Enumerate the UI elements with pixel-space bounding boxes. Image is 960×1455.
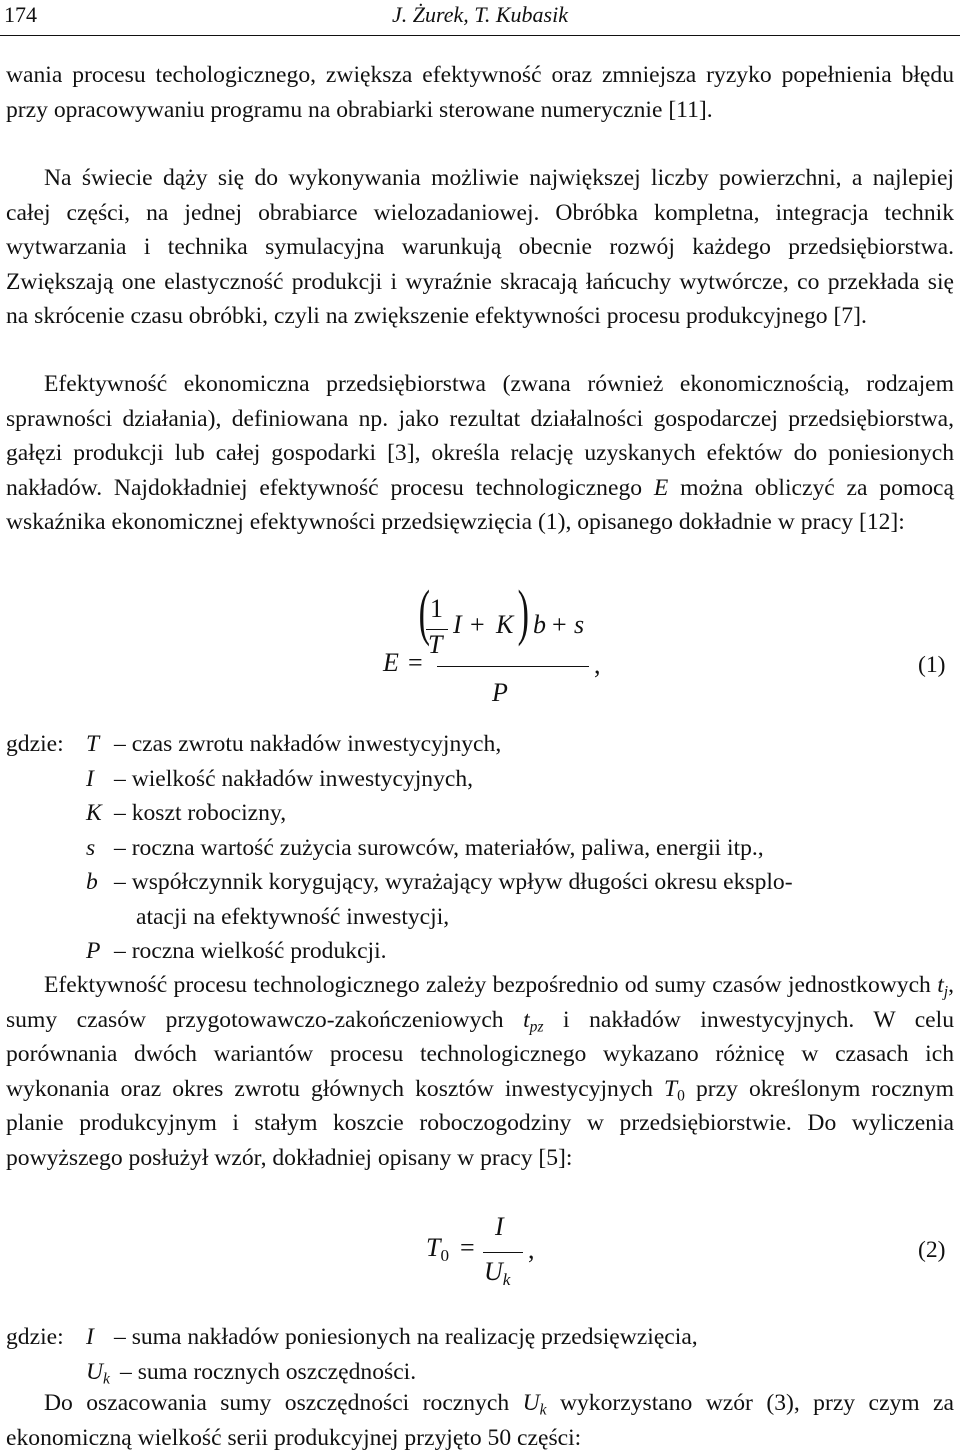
definitions-2 bbox=[6, 1320, 954, 1389]
eq1-left-paren: ( bbox=[418, 579, 431, 647]
paragraph-4-text-b: , sumy czasów przygotowawczo-zakończeniowych bbox=[6, 972, 954, 1033]
def-label: gdzie: bbox=[6, 1324, 64, 1350]
def-row bbox=[6, 831, 954, 866]
def-label: gdzie: bbox=[6, 731, 64, 757]
def-text-value: suma rocznych oszczędności. bbox=[137, 1358, 417, 1385]
eq1-one: 1 bbox=[430, 594, 443, 623]
symbol-T0-sub: 0 bbox=[677, 1087, 685, 1105]
def-symbol: I bbox=[86, 765, 94, 792]
eq1-T: T bbox=[428, 630, 443, 659]
def-symbol: I bbox=[86, 1324, 94, 1350]
eq2-U-sub: k bbox=[502, 1270, 511, 1290]
paragraph-3-text-a: Efektywność ekonomiczna przedsiębiorstwa (zwana również ekonomicznością, rodzajem sprawności działania), definiowana np. jako rezultat działalności gospodarczej przedsiębiorstwa, gałęzi produkcji lub całej gospodarki [3], określa relację uzyskanych efektów do poniesionych nakładów. Najdokładniej efektywność procesu technologicznego bbox=[6, 371, 954, 501]
def-text: – suma rocznych oszczędności. bbox=[120, 1358, 417, 1385]
eq1-b: b bbox=[533, 610, 546, 639]
def-symbol-U: U bbox=[86, 1358, 104, 1385]
definitions-1 bbox=[6, 727, 954, 969]
paragraph-5 bbox=[6, 1386, 954, 1455]
paragraph-4-text-c: i nakładów inwestycyjnych. W celu porównania dwóch wariantów procesu technologicznego wykazano różnicę w czasach ich wykonania oraz okres zwrotu głównych kosztów inwestycyjnych bbox=[6, 1006, 954, 1102]
def-symbol: P bbox=[86, 938, 101, 964]
symbol-tj: t bbox=[937, 972, 944, 998]
paragraph-1: wania procesu techologicznego, zwiększa efektywność oraz zmniejsza ryzyko popełnienia błędu przy opracowywaniu programu na obrabiarki sterowane numerycznie [11]. bbox=[6, 62, 954, 123]
eq1-main-fraction-line bbox=[437, 666, 589, 667]
def-row bbox=[6, 796, 954, 831]
eq2-T-sub: 0 bbox=[440, 1246, 450, 1266]
symbol-tj-sub: j bbox=[943, 983, 949, 1001]
header-rule bbox=[0, 35, 960, 36]
eq1-number: (1) bbox=[918, 652, 946, 678]
eq1-comma: , bbox=[594, 650, 601, 679]
eq2-equals: = bbox=[460, 1233, 475, 1262]
eq1-equals: = bbox=[408, 648, 423, 677]
def-text: – suma nakładów poniesionych na realizację przedsięwzięcia, bbox=[114, 1324, 698, 1350]
symbol-T0: T bbox=[664, 1075, 678, 1102]
paragraph-4-text-d: przy określonym rocznym planie produkcyjnym i stałym koszcie roboczogodziny w przedsiębiorstwie. Do wyliczenia powyższego posłużył wzór, dokładniej opisany w pracy [5]: bbox=[6, 1075, 954, 1171]
symbol-Uk-sub: k bbox=[539, 1401, 547, 1419]
def-text: – roczna wartość zużycia surowców, materiałów, paliwa, energii itp., bbox=[114, 834, 764, 861]
def-row bbox=[6, 1355, 954, 1390]
symbol-Uk: U bbox=[522, 1390, 540, 1416]
eq1-lhs: E bbox=[383, 648, 399, 677]
eq2-T: T bbox=[426, 1233, 441, 1262]
running-head-authors: J. Żurek, T. Kubasik bbox=[392, 2, 568, 27]
def-text: – wielkość nakładów inwestycyjnych, bbox=[114, 765, 474, 792]
def-text: atacji na efektywność inwestycji, bbox=[136, 903, 450, 930]
eq2-number: (2) bbox=[918, 1237, 946, 1263]
symbol-tpz: t bbox=[523, 1006, 530, 1033]
def-symbol-U-sub: k bbox=[103, 1370, 110, 1388]
eq2-denominator bbox=[484, 1257, 511, 1290]
eq2-lhs bbox=[426, 1233, 450, 1266]
eq2-U: U bbox=[484, 1257, 503, 1286]
paragraph-2: Na świecie dąży się do wykonywania możliwie największej liczby powierzchni, a najlepiej całej części, na jednej obrabiarce wielozadaniowej. Obróbka kompletna, integracja technik wytwarzania i technika symulacyjna warunkują obecnie rozwój każdego przedsiębiorstwa. Zwiększają one elastyczność produkcji i wyraźnie skracają łańcuchy wytwórcze, co przekłada się na skrócenie czasu obróbki, czyli na zwiększenie efektywności procesu produkcyjnego [7]. bbox=[6, 165, 954, 329]
eq1-I: I bbox=[453, 610, 462, 639]
paragraph-3-text-b: można obliczyć za pomocą wskaźnika ekonomicznej efektywności przedsięwzięcia (1), opisanego dokładnie w pracy [12]: bbox=[6, 474, 954, 535]
def-text: – koszt robocizny, bbox=[114, 800, 287, 826]
eq1-K: K bbox=[496, 610, 514, 639]
eq2-comma: , bbox=[528, 1235, 535, 1264]
def-text: – roczna wielkość produkcji. bbox=[114, 938, 387, 964]
eq1-s: s bbox=[574, 610, 585, 639]
eq2-fraction-line bbox=[483, 1252, 523, 1253]
symbol-E: E bbox=[653, 474, 669, 501]
def-symbol: K bbox=[86, 800, 102, 826]
def-row bbox=[6, 865, 954, 900]
def-row bbox=[6, 727, 954, 762]
paragraph-4 bbox=[6, 968, 954, 1175]
paragraph-4-text-a: Efektywność procesu technologicznego zależy bezpośrednio od sumy czasów jednostkowych bbox=[44, 972, 938, 998]
def-symbol: b bbox=[86, 869, 98, 895]
def-symbol: T bbox=[86, 731, 100, 757]
def-text: – czas zwrotu nakładów inwestycyjnych, bbox=[114, 731, 502, 757]
def-row bbox=[6, 934, 954, 969]
eq1-right-paren: ) bbox=[517, 579, 530, 647]
symbol-tpz-sub: pz bbox=[529, 1018, 544, 1036]
def-row bbox=[6, 762, 954, 797]
eq1-plus-2: + bbox=[552, 610, 567, 639]
page-number: 174 bbox=[4, 2, 37, 27]
def-text: – współczynnik korygujący, wyrażający wpływ długości okresu eksplo- bbox=[114, 869, 793, 895]
paragraph-5-text-b: wykorzystano wzór (3), przy czym za ekonomiczną wielkość serii produkcyjnej przyjęto 50 części: bbox=[6, 1390, 954, 1451]
paragraph-5-text-a: Do oszacowania sumy oszczędności rocznych bbox=[44, 1390, 523, 1416]
def-row bbox=[6, 900, 954, 935]
eq2-numerator: I bbox=[495, 1212, 504, 1241]
eq1-plus-1: + bbox=[470, 610, 485, 639]
def-symbol bbox=[86, 1355, 110, 1390]
eq1-P: P bbox=[492, 678, 508, 707]
page-header bbox=[0, 0, 960, 40]
paragraph-3 bbox=[6, 367, 954, 540]
def-row bbox=[6, 1320, 954, 1355]
def-symbol: s bbox=[86, 834, 96, 861]
